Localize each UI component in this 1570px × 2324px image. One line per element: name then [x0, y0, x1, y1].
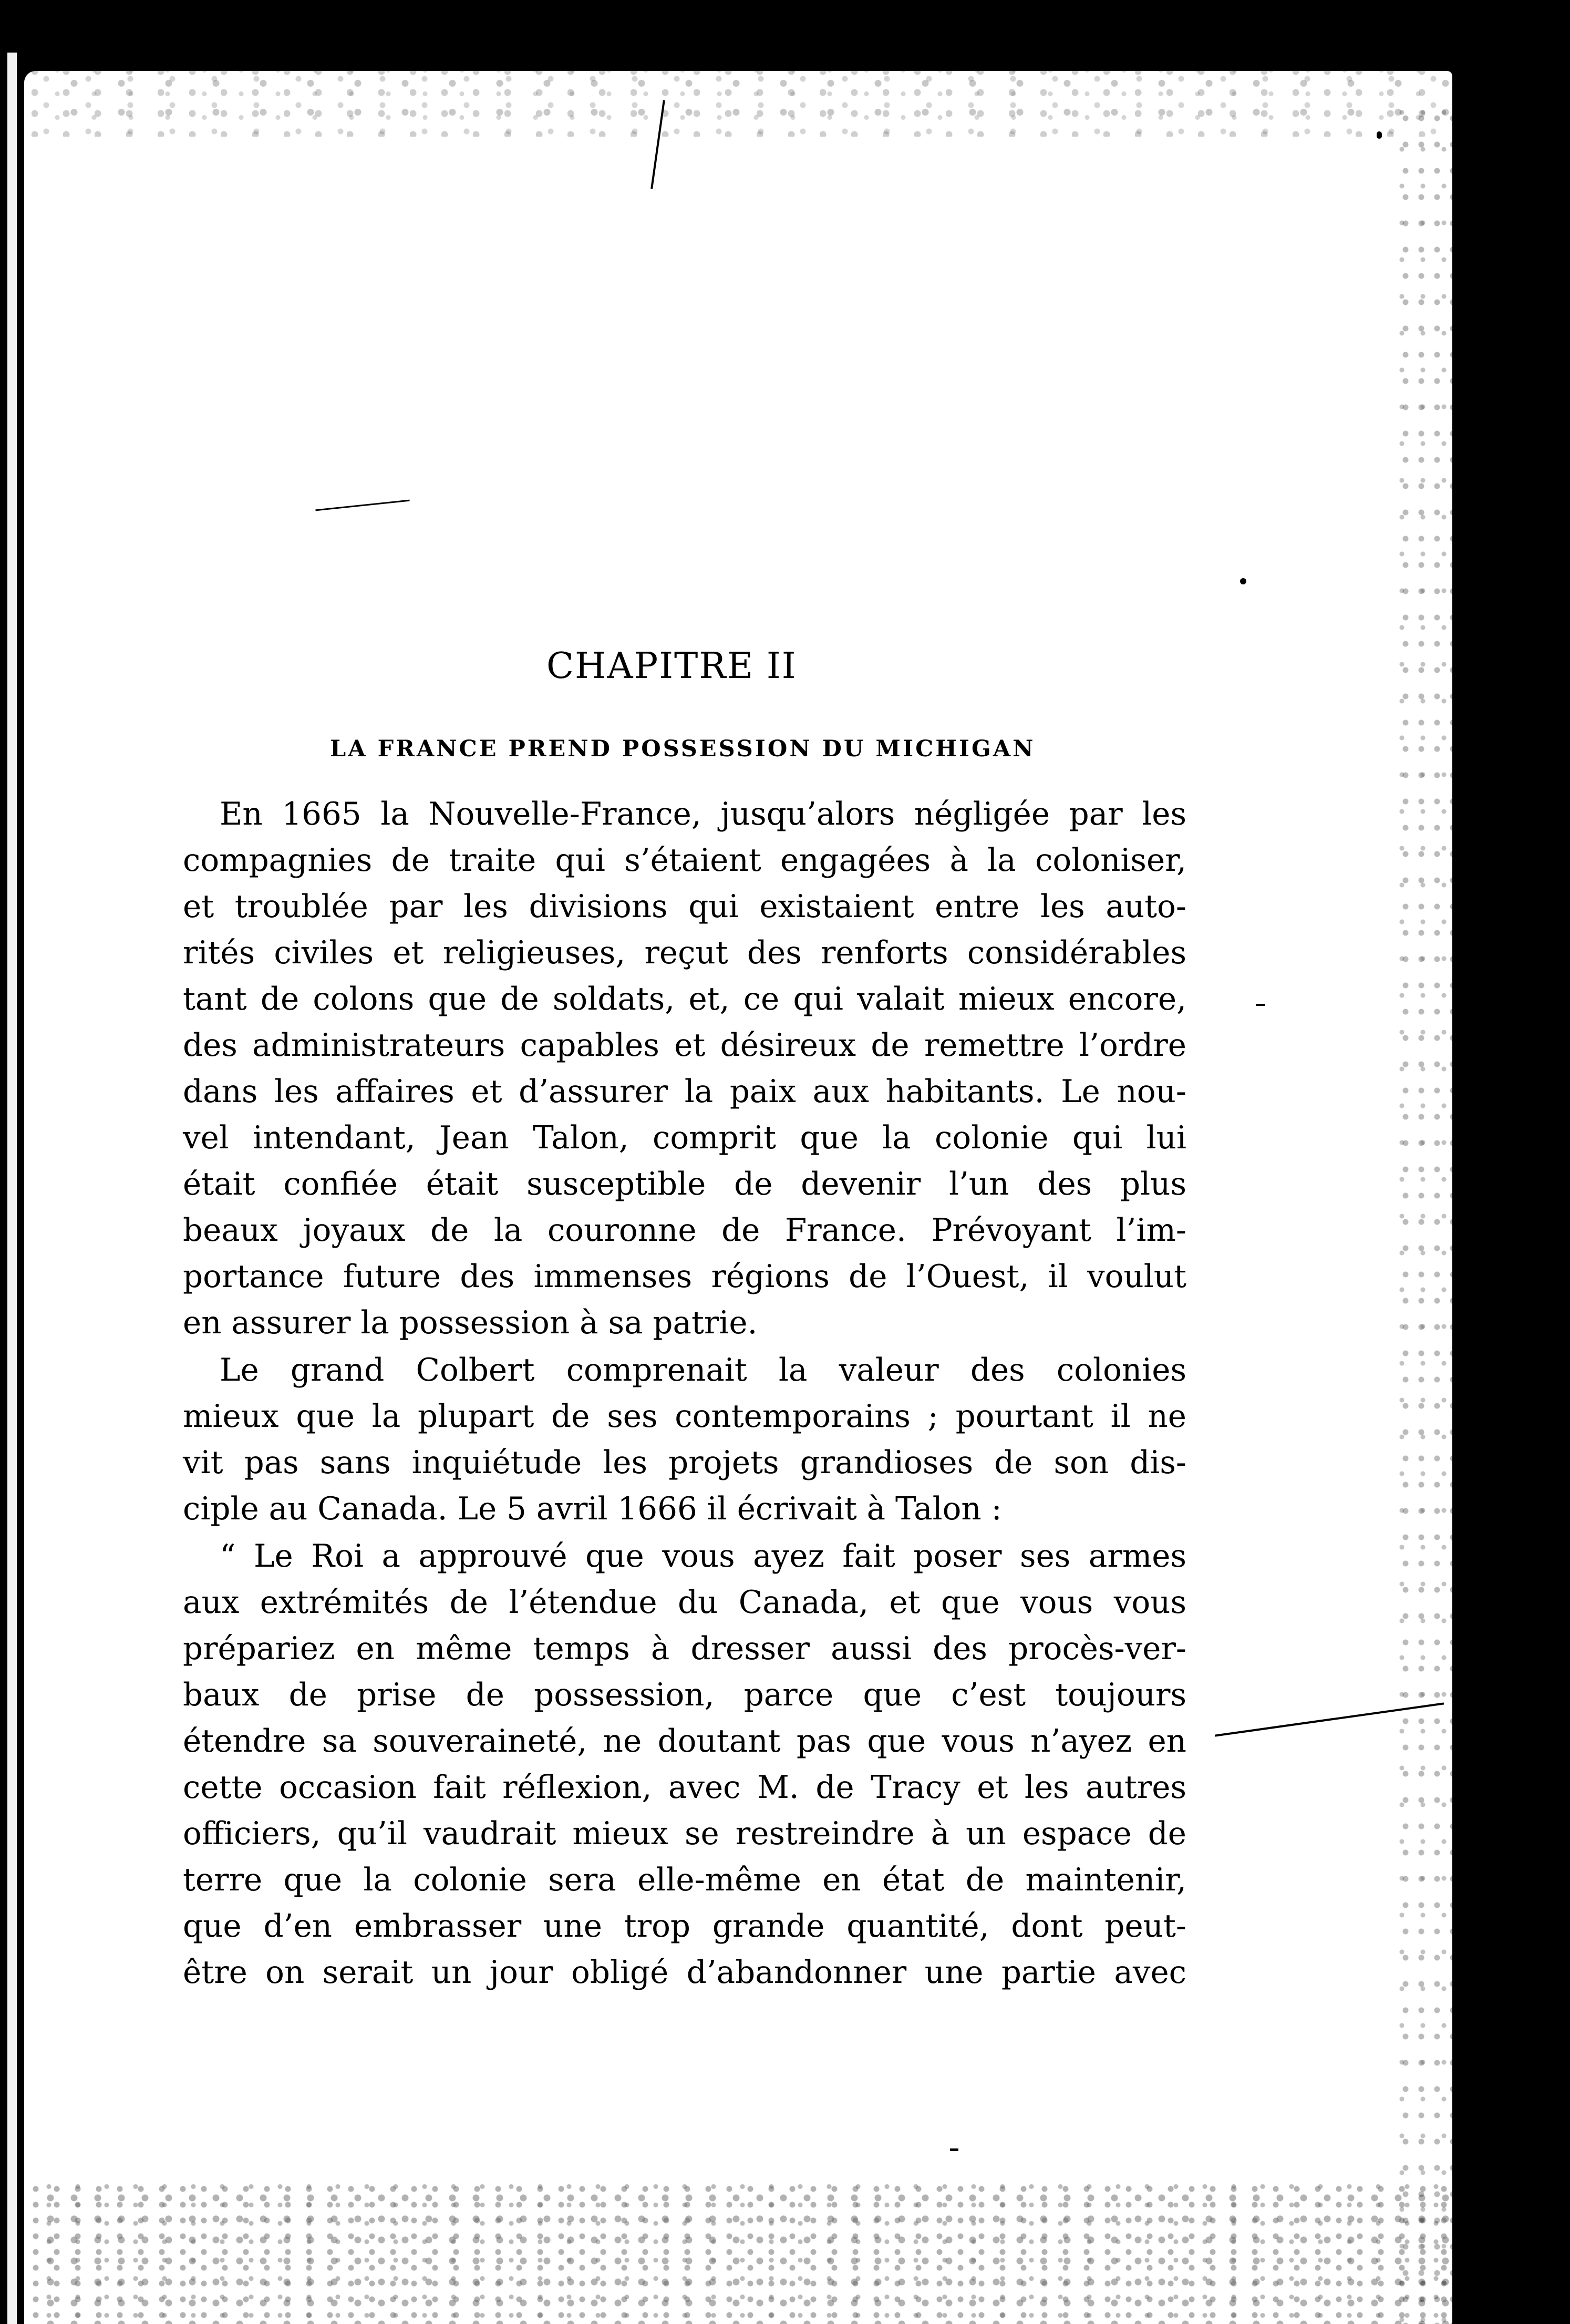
body-line: portance future des immenses régions de l’Ouest, il voulut: [183, 1259, 1186, 1295]
body-line: beaux joyaux de la couronne de France. Prévoyant l’im-: [183, 1212, 1186, 1249]
chapter-subtitle: LA FRANCE PREND POSSESSION DU MICHIGAN: [330, 736, 1036, 762]
body-line: que d’en embrasser une trop grande quantité, dont peut-: [183, 1908, 1186, 1945]
body-line: dans les affaires et d’assurer la paix aux habitants. Le nou-: [183, 1074, 1186, 1110]
body-line: compagnies de traite qui s’étaient engagées à la coloniser,: [183, 842, 1186, 879]
body-line: rités civiles et religieuses, reçut des renforts considérables: [183, 935, 1186, 971]
body-line: cette occasion fait réflexion, avec M. de Tracy et les autres: [183, 1770, 1186, 1806]
body-line: était confiée était susceptible de devenir l’un des plus: [183, 1166, 1186, 1202]
body-line: Le grand Colbert comprenait la valeur des colonies: [220, 1352, 1186, 1389]
body-line: et troublée par les divisions qui existaient entre les auto-: [183, 889, 1186, 925]
body-line: vel intendant, Jean Talon, comprit que la colonie qui lui: [183, 1120, 1186, 1156]
body-line: en assurer la possession à sa patrie.: [183, 1305, 758, 1341]
chapter-title: CHAPITRE II: [546, 645, 797, 687]
body-line: terre que la colonie sera elle-même en état de maintenir,: [183, 1862, 1186, 1898]
body-line: étendre sa souveraineté, ne doutant pas que vous n’ayez en: [183, 1723, 1186, 1760]
body-line: être on serait un jour obligé d’abandonner une partie avec: [183, 1955, 1186, 1991]
body-line: baux de prise de possession, parce que c’est toujours: [183, 1677, 1186, 1713]
body-line: En 1665 la Nouvelle-France, jusqu’alors négligée par les: [220, 796, 1186, 832]
body-line: tant de colons que de soldats, et, ce qui valait mieux encore,: [183, 981, 1186, 1017]
body-line: prépariez en même temps à dresser aussi des procès-ver-: [183, 1631, 1186, 1667]
body-line: vit pas sans inquiétude les projets grandioses de son dis-: [183, 1445, 1186, 1481]
body-line: mieux que la plupart de ses contemporains ; pourtant il ne: [183, 1398, 1186, 1435]
body-line: aux extrémités de l’étendue du Canada, et que vous vous: [183, 1585, 1186, 1621]
body-line: ciple au Canada. Le 5 avril 1666 il écrivait à Talon :: [183, 1491, 1002, 1527]
body-line: des administrateurs capables et désireux de remettre l’ordre: [183, 1027, 1186, 1064]
body-line: officiers, qu’il vaudrait mieux se restreindre à un espace de: [183, 1816, 1186, 1852]
body-line: “ Le Roi a approuvé que vous ayez fait poser ses armes: [220, 1538, 1186, 1575]
